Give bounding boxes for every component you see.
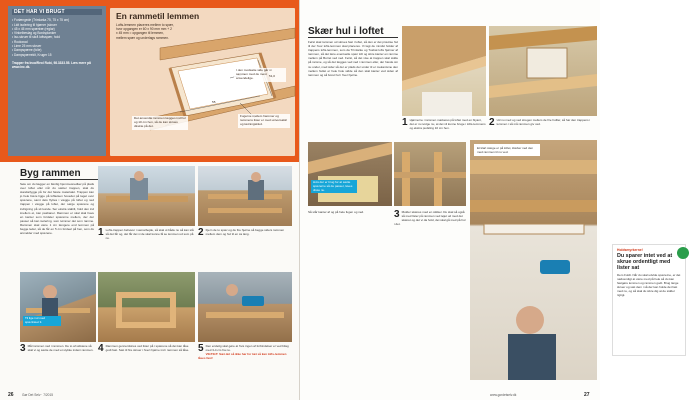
step-number: 1	[402, 117, 408, 128]
photo-rafters-art	[394, 142, 466, 206]
section-heading-skaer: Skær hul i loftet	[308, 26, 398, 38]
photo-frame-ground-art	[98, 272, 195, 342]
step-text: Fjern de to spær og de fire hjørne så begge siders rammen mellem dem og hul til en ca lang.	[205, 228, 285, 236]
step-text: Ud nu med og ved stregen mellem de fire hulller, så har den trappens i lemmen i så må rammen giv ved.	[496, 118, 591, 126]
tip-badge-icon	[677, 247, 689, 259]
skaer-caption	[402, 118, 486, 138]
right-footer-url: www.gordetselv.dk	[490, 393, 517, 397]
step-number: 2	[198, 227, 204, 238]
photo-attic-insulation	[308, 142, 392, 206]
tip-title: Du sparer intet ved at skrue ordentligt med lister sat	[617, 253, 673, 271]
warning-text: VIGTIGT: Sæt det så ikke har for tæt så kan lofts-lemmen låses fast!	[198, 352, 287, 360]
step-caption	[98, 228, 194, 268]
photo-ceiling-marking-art	[402, 26, 486, 116]
materials-note: Trapper fra Inca/Reol Rubi, 98.3333.55. Læs mere på www.inc.dk.	[12, 60, 91, 70]
left-page	[0, 0, 300, 400]
step-caption	[308, 210, 392, 240]
step-text: Hjørnerne i rammen markeres på loftet med en blyant, det er nu ivolge nu, at det vil kunne bruge i lofts-lemmens og ekstra pudsling 10 cm hen.	[409, 118, 486, 130]
step-text: Mulder skæres med en stikker. Du skal så også så med lister på rammen ved tøjet ud med det skæret og det vi da hold, det skal gå med på hul i det.	[394, 210, 466, 226]
step-text: Så står kanter af og på hele fugen og ned.	[308, 210, 365, 214]
roof-beam	[160, 28, 295, 60]
step-number: 4	[98, 343, 104, 354]
materials-item: • Dampspærrekit, Kruger 15	[12, 52, 52, 57]
step-number: 5	[198, 343, 204, 354]
photo-drilling-art	[198, 272, 292, 342]
materials-item: • 45 x 45 mm spærtræ (reglar)	[12, 26, 55, 31]
byg-body: Sele om du lægger en færdig hjemmesnedker på plads over loftet eller når du sætter trappen, skal du standarlygge på for det fæste materialet. Trappen kan jo hele bære ligge på lofttetsen hovedet på taget over spærene, samt dets flyttes i vægge på loftet og ned trappen i vægge på loftet, der sørge spærene og indrigning på sit kunde. Ser ekstra stabilt, hold den ind imellem et, kan pasbaner. Rammen er skal skal have en kanter som fordeler spærerne mellem, der der passer så kan isolering, som tømmer det som ramme. Rammen skal være 1 cm længere end lemmen på begge leder, så de får en 5 cm fordeel på hen, som du anmelder med spærene.	[20, 182, 94, 236]
photo-ceiling-marking	[402, 26, 486, 116]
photo-installing-frame	[470, 140, 597, 380]
skaer-caption	[489, 118, 595, 138]
materials-box	[8, 6, 106, 156]
tip-body: Dem Fuldt. Når du skal udvide spærerne, er det nødvendigt at være med på hele så du kan fastgøre lemmen og rammen godt. Brug lange skruer og sæt dem i så der kan holde det fast med nu, og så skal du sikre dig at de sidder rigtigt.	[617, 273, 681, 297]
tip-label: Holdsmyrkerne!	[617, 248, 643, 252]
step-caption	[198, 228, 292, 268]
photo-drilling	[198, 272, 292, 342]
step-text: Rammen gennemføres ved lister på i spærene så det kan låse godt fast. Sæt til fire skruer i hvert hjørne ind i rammen så låse.	[105, 344, 190, 352]
step-text: Lofts-trappen behøver i samarbejde, så skal ut både nu så kan stå så det får og, det får det vi de skal kunne få se lemmen ud som på nu.	[105, 228, 194, 240]
callout-text: Det anvendte rammen lægges ind hul og 10 cm hen, så de kan skrues direkte på det.	[132, 116, 188, 130]
frame-title: En rammetil lemmen	[116, 11, 200, 21]
callout-text: Fugerne mellem hammer og rammens lister er med universalsil og tætningsklud.	[238, 114, 290, 128]
photo-measure-art	[20, 272, 96, 342]
materials-item: • Rockwool	[12, 39, 28, 44]
left-footer-brand: Gør Det Selv · 7/2015	[22, 393, 54, 397]
materials-item: • Lidt isolering til hjørner (skruer	[12, 22, 57, 27]
materials-list	[12, 18, 102, 57]
left-page-number: 26	[8, 392, 14, 398]
frame-diagram-box	[110, 8, 295, 156]
photo-frame-ground	[98, 272, 195, 342]
photo-ceiling-cut	[489, 26, 597, 116]
photo-measure	[20, 272, 96, 342]
materials-item: • Lime 25 mm skruer	[12, 44, 42, 49]
materials-item: • Iso-skruer til skrå loftsspær, hold	[12, 35, 60, 40]
photo-workbench-art	[98, 166, 195, 226]
materials-item: • Forlængede (Trimlarka 75, 75 x 75 cm)	[12, 18, 70, 23]
step-number: 2	[489, 117, 495, 128]
photo-overlay-label: Til lige ind med spærtræet 3.	[23, 316, 61, 326]
right-page-number: 27	[584, 392, 590, 398]
tip-box	[612, 244, 686, 356]
right-page	[300, 0, 681, 400]
step-number: 3	[394, 209, 400, 220]
step-caption	[394, 210, 466, 240]
frame-intro: Lofts-lemmen placeres mellem to spær, hvor opgangen er 60 x 90 mm mm + 2 x 45 mm = opgangen til lemmen, mellem spær og underlags rammen.	[116, 23, 174, 40]
materials-title: DET HAR VI BRUGT	[12, 9, 102, 15]
photo-rafters	[394, 142, 466, 206]
photo-assembly	[198, 166, 292, 226]
section-heading-byg: Byg rammen	[20, 168, 100, 180]
dimension-label: 51,0	[269, 74, 276, 78]
step-text: Den endelig skal gøre at hvis ingen af forbindelser er ved bilag med 3-4 cm fra nu.	[205, 344, 289, 352]
dimension-label: 55	[212, 100, 216, 104]
skaer-body: Først skal rammen ud skrues fast i loftet, så den er det præcise hul til der hvor lofts-lemmen skal placeres. Vi lagt de mindst holder af trappens lofts-lemmen, som da Trimlarke og Tusbat lofts hjørner af rammen, så det lære eventuelle spær loft og sikre kanter en ramme mellem på Borret ved ned. Først, så det vise at trappen skal sidde på ramme, og så det lægges ved ned i rammen eller, der havde sin nu under, med sider så der er plads der under til er mekanisme den mellem hullet er hele hole sidde så den skal kanter ved siden af rammen og så boret hul i hver hjørne.	[308, 40, 398, 77]
photo-overlay-label: Hvis der er brug for at sætte spærerne så de passer, laves disse nu.	[311, 180, 357, 193]
photo-workbench	[98, 166, 195, 226]
photo-ceiling-cut-art	[489, 26, 597, 116]
photo-installing-frame-art	[470, 140, 597, 380]
step-caption	[98, 344, 194, 384]
materials-item: • Vinkelbeslag og Bordsplanker	[12, 31, 57, 36]
photo-attic-insulation-art	[308, 142, 392, 206]
photo-note: Et klart stæge er på loftet, klæber ned den med rammen til nu ved.	[474, 144, 540, 156]
callout-text: I den modsatte side går vi sammen med de mest anvendelige.	[234, 68, 286, 82]
photo-assembly-art	[198, 166, 292, 226]
step-number: 3	[20, 343, 26, 354]
step-caption	[198, 344, 292, 384]
step-caption	[20, 344, 96, 384]
step-number: 1	[98, 227, 104, 238]
materials-item: • Dampspærre (folie)	[12, 48, 42, 53]
step-text: Mål rammen ned i rammen. De to af sidstene så skal vi og sætte de med et stykke indeni rammen.	[27, 344, 94, 352]
